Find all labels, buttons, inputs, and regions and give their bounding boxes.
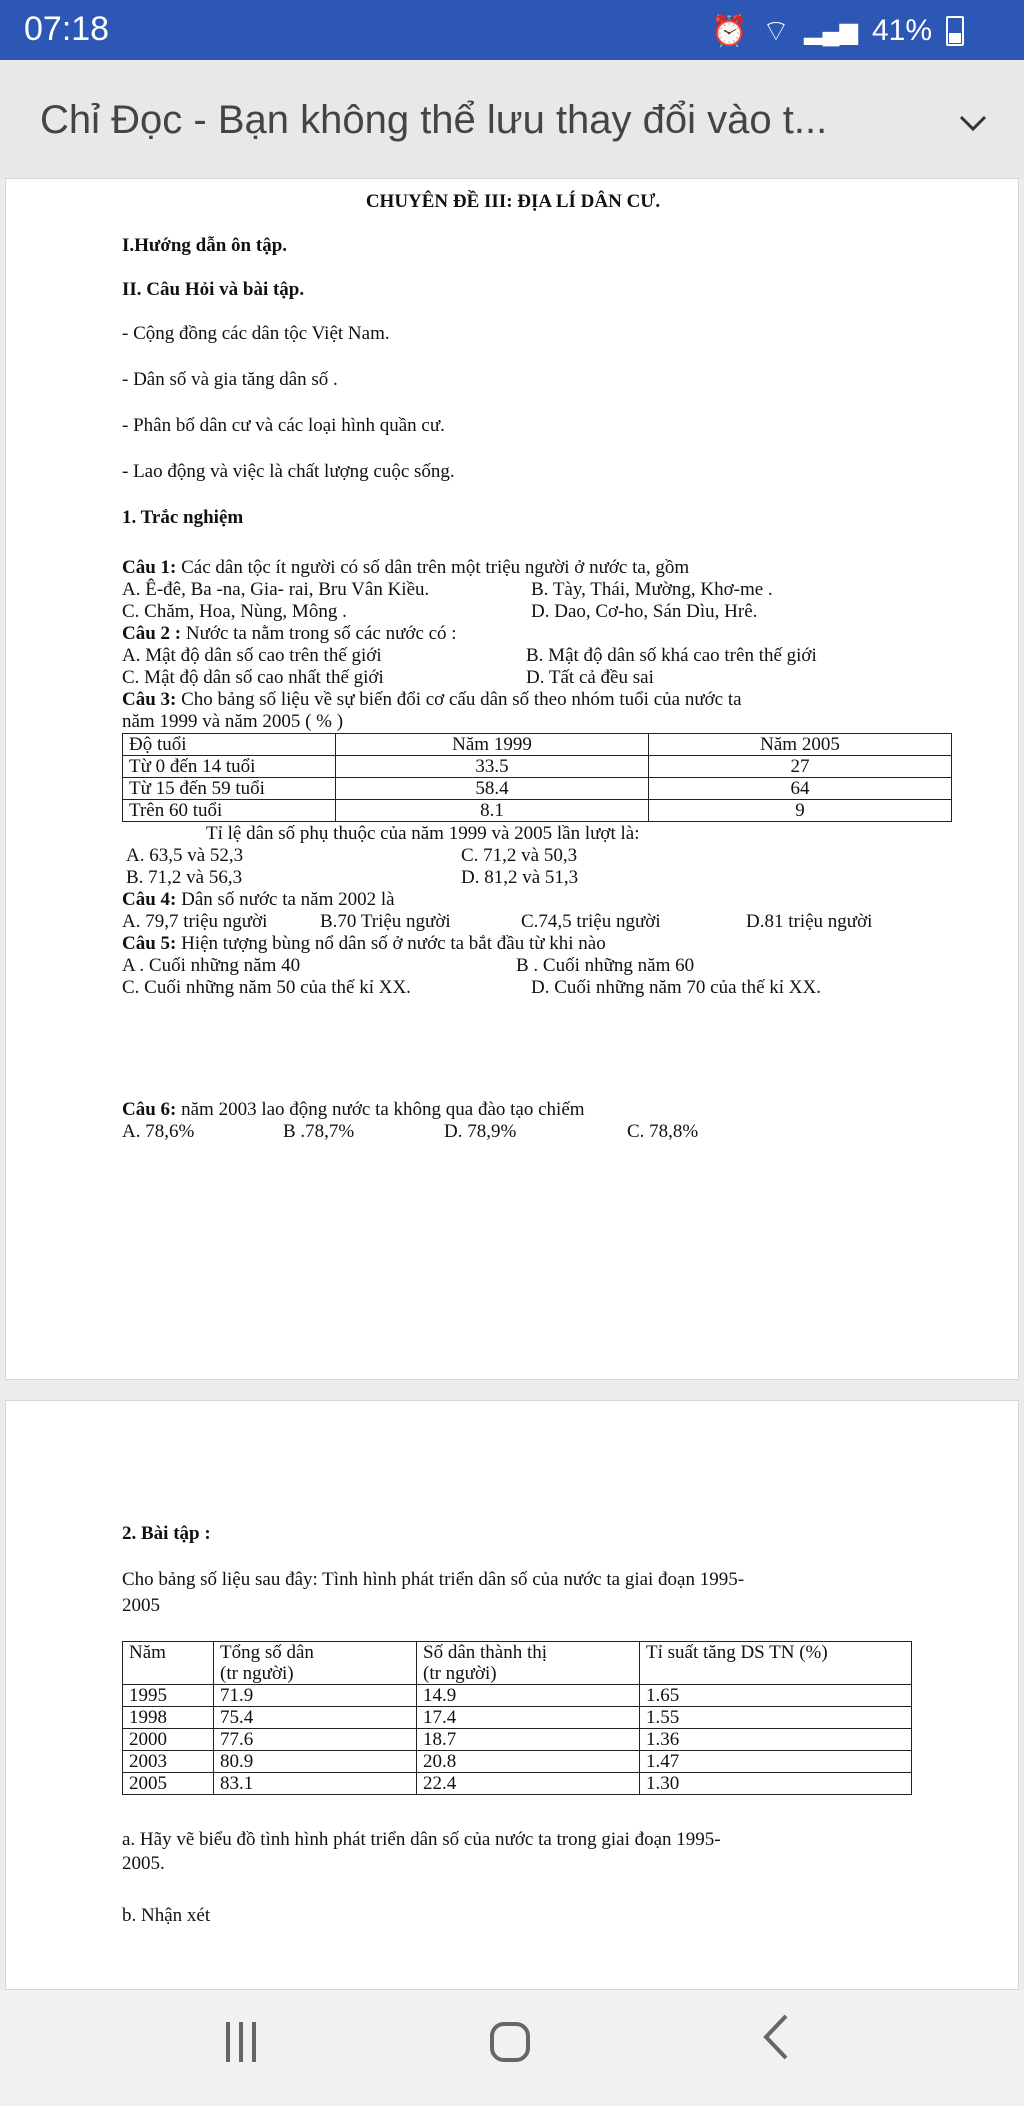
back-icon[interactable] xyxy=(760,2012,790,2075)
table-cell: 1.36 xyxy=(640,1729,912,1751)
answer: B.70 Triệu người xyxy=(320,911,451,932)
table-cell: 1.47 xyxy=(640,1751,912,1773)
home-icon[interactable] xyxy=(490,2022,530,2062)
answer: D. 78,9% xyxy=(444,1121,517,1142)
table-row xyxy=(123,1729,912,1751)
table-row xyxy=(123,778,952,800)
table-row xyxy=(123,1685,912,1707)
table-header: Năm xyxy=(123,1642,214,1685)
navigation-bar xyxy=(0,1990,1024,2106)
battery-percent: 41% xyxy=(871,14,932,47)
exercise-text: Cho bảng số liệu sau đây: Tình hình phát triển dân số của nước ta giai đoạn 1995- xyxy=(122,1569,745,1590)
table-cell: 58.4 xyxy=(336,778,649,800)
table-cell: 2000 xyxy=(123,1729,214,1751)
age-structure-table xyxy=(122,733,952,822)
table-header-row xyxy=(123,1642,912,1685)
table-cell: 1995 xyxy=(123,1685,214,1707)
question-2: Câu 2 : Nước ta nằm trong số các nước có : xyxy=(122,623,457,644)
table-cell: 2005 xyxy=(123,1773,214,1795)
population-table xyxy=(122,1641,912,1795)
answer: C. 78,8% xyxy=(627,1121,699,1142)
answer: D.81 triệu người xyxy=(746,911,873,932)
answer: A. 63,5 và 52,3 xyxy=(126,845,244,866)
table-header: Năm 1999 xyxy=(336,734,649,756)
exercise-task-a: a. Hãy vẽ biểu đồ tình hình phát triển dân số của nước ta trong giai đoạn 1995- xyxy=(122,1829,721,1850)
table-cell: 18.7 xyxy=(417,1729,640,1751)
table-cell: 33.5 xyxy=(336,756,649,778)
table-cell: 1.65 xyxy=(640,1685,912,1707)
alarm-icon: ⏰ xyxy=(710,14,748,48)
question-5: Câu 5: Hiện tượng bùng nổ dân số ở nước ta bắt đầu từ khi nào xyxy=(122,933,606,954)
document-title-bar xyxy=(0,60,1024,178)
question-4: Câu 4: Dân số nước ta năm 2002 là xyxy=(122,889,395,910)
table-cell: Từ 15 đến 59 tuổi xyxy=(123,778,336,800)
table-row xyxy=(123,756,952,778)
document-page-2[interactable] xyxy=(5,1400,1019,1990)
section-heading: 2. Bài tập : xyxy=(122,1523,211,1544)
document-page-1[interactable] xyxy=(5,178,1019,1380)
topic-item: - Phân bố dân cư và các loại hình quần cư. xyxy=(122,415,445,436)
table-cell: 1.30 xyxy=(640,1773,912,1795)
table-header: Năm 2005 xyxy=(649,734,952,756)
topic-item: - Cộng đồng các dân tộc Việt Nam. xyxy=(122,323,390,344)
question-3-prompt: Tỉ lệ dân số phụ thuộc của năm 1999 và 2005 lần lượt là: xyxy=(206,823,640,844)
battery-icon xyxy=(946,16,964,46)
section-heading: II. Câu Hỏi và bài tập. xyxy=(122,279,305,300)
answer: D. 81,2 và 51,3 xyxy=(461,867,579,888)
answer: B. Tày, Thái, Mường, Khơ-me . xyxy=(531,579,773,600)
question-3: Câu 3: Cho bảng số liệu về sự biến đổi cơ cấu dân số theo nhóm tuổi của nước ta xyxy=(122,689,742,710)
page-title: CHUYÊN ĐỀ III: ĐỊA LÍ DÂN CƯ. xyxy=(365,191,661,212)
table-header: Tỉ suất tăng DS TN (%) xyxy=(640,1642,912,1685)
table-cell: Trên 60 tuổi xyxy=(123,800,336,822)
table-cell: 22.4 xyxy=(417,1773,640,1795)
answer: D. Cuối những năm 70 của thế kỉ XX. xyxy=(531,977,821,998)
answer: A. 79,7 triệu người xyxy=(122,911,268,932)
answer: A. Ê-đê, Ba -na, Gia- rai, Bru Vân Kiều. xyxy=(122,579,430,600)
exercise-task-a-cont: 2005. xyxy=(122,1853,165,1874)
answer: A . Cuối những năm 40 xyxy=(122,955,301,976)
chevron-down-icon[interactable] xyxy=(958,100,988,142)
answer: A. 78,6% xyxy=(122,1121,195,1142)
answer: B . Cuối những năm 60 xyxy=(516,955,695,976)
answer: B. Mật độ dân số khá cao trên thế giới xyxy=(526,645,817,666)
table-cell: Từ 0 đến 14 tuổi xyxy=(123,756,336,778)
table-cell: 71.9 xyxy=(214,1685,417,1707)
table-cell: 27 xyxy=(649,756,952,778)
table-cell: 64 xyxy=(649,778,952,800)
table-row xyxy=(123,1707,912,1729)
exercise-text: 2005 xyxy=(122,1595,160,1616)
table-cell: 1.55 xyxy=(640,1707,912,1729)
answer: B .78,7% xyxy=(283,1121,355,1142)
table-cell: 14.9 xyxy=(417,1685,640,1707)
signal-icon: ▂▄▆ xyxy=(804,17,858,45)
answer: C.74,5 triệu người xyxy=(521,911,661,932)
status-time: 07:18 xyxy=(24,10,110,48)
table-cell: 80.9 xyxy=(214,1751,417,1773)
table-cell: 75.4 xyxy=(214,1707,417,1729)
table-header: Tổng số dân (tr người) xyxy=(214,1642,417,1685)
answer: C. Chăm, Hoa, Nùng, Mông . xyxy=(122,601,347,622)
table-cell: 77.6 xyxy=(214,1729,417,1751)
wifi-icon: ⌔ xyxy=(761,15,791,48)
answer: C. 71,2 và 50,3 xyxy=(461,845,578,866)
table-row xyxy=(123,800,952,822)
section-heading: 1. Trắc nghiệm xyxy=(122,507,244,528)
table-cell: 1998 xyxy=(123,1707,214,1729)
table-cell: 17.4 xyxy=(417,1707,640,1729)
section-heading: I.Hướng dẫn ôn tập. xyxy=(122,235,288,256)
table-cell: 9 xyxy=(649,800,952,822)
table-header: Số dân thành thị (tr người) xyxy=(417,1642,640,1685)
table-cell: 20.8 xyxy=(417,1751,640,1773)
answer: D. Dao, Cơ-ho, Sán Dìu, Hrê. xyxy=(531,601,758,622)
table-header-row xyxy=(123,734,952,756)
answer: C. Cuối những năm 50 của thế kỉ XX. xyxy=(122,977,411,998)
answer: B. 71,2 và 56,3 xyxy=(126,867,243,888)
question-3-cont: năm 1999 và năm 2005 ( % ) xyxy=(122,711,344,732)
table-row xyxy=(123,1773,912,1795)
table-header: Độ tuổi xyxy=(123,734,336,756)
answer: C. Mật độ dân số cao nhất thế giới xyxy=(122,667,384,688)
question-1: Câu 1: Các dân tộc ít người có số dân trên một triệu người ở nước ta, gồm xyxy=(122,557,690,578)
read-only-banner[interactable]: Chỉ Đọc - Bạn không thể lưu thay đổi vào t... xyxy=(40,98,828,142)
question-6: Câu 6: năm 2003 lao động nước ta không qua đào tạo chiếm xyxy=(122,1099,585,1120)
topic-item: - Dân số và gia tăng dân số . xyxy=(122,369,338,390)
table-cell: 83.1 xyxy=(214,1773,417,1795)
answer: A. Mật độ dân số cao trên thế giới xyxy=(122,645,382,666)
table-cell: 2003 xyxy=(123,1751,214,1773)
status-bar xyxy=(0,0,1024,60)
table-row xyxy=(123,1751,912,1773)
topic-item: - Lao động và việc là chất lượng cuộc sống. xyxy=(122,461,455,482)
recent-apps-icon[interactable] xyxy=(226,2022,266,2062)
table-cell: 8.1 xyxy=(336,800,649,822)
answer: D. Tất cả đều sai xyxy=(526,667,654,688)
exercise-task-b: b. Nhận xét xyxy=(122,1905,211,1926)
